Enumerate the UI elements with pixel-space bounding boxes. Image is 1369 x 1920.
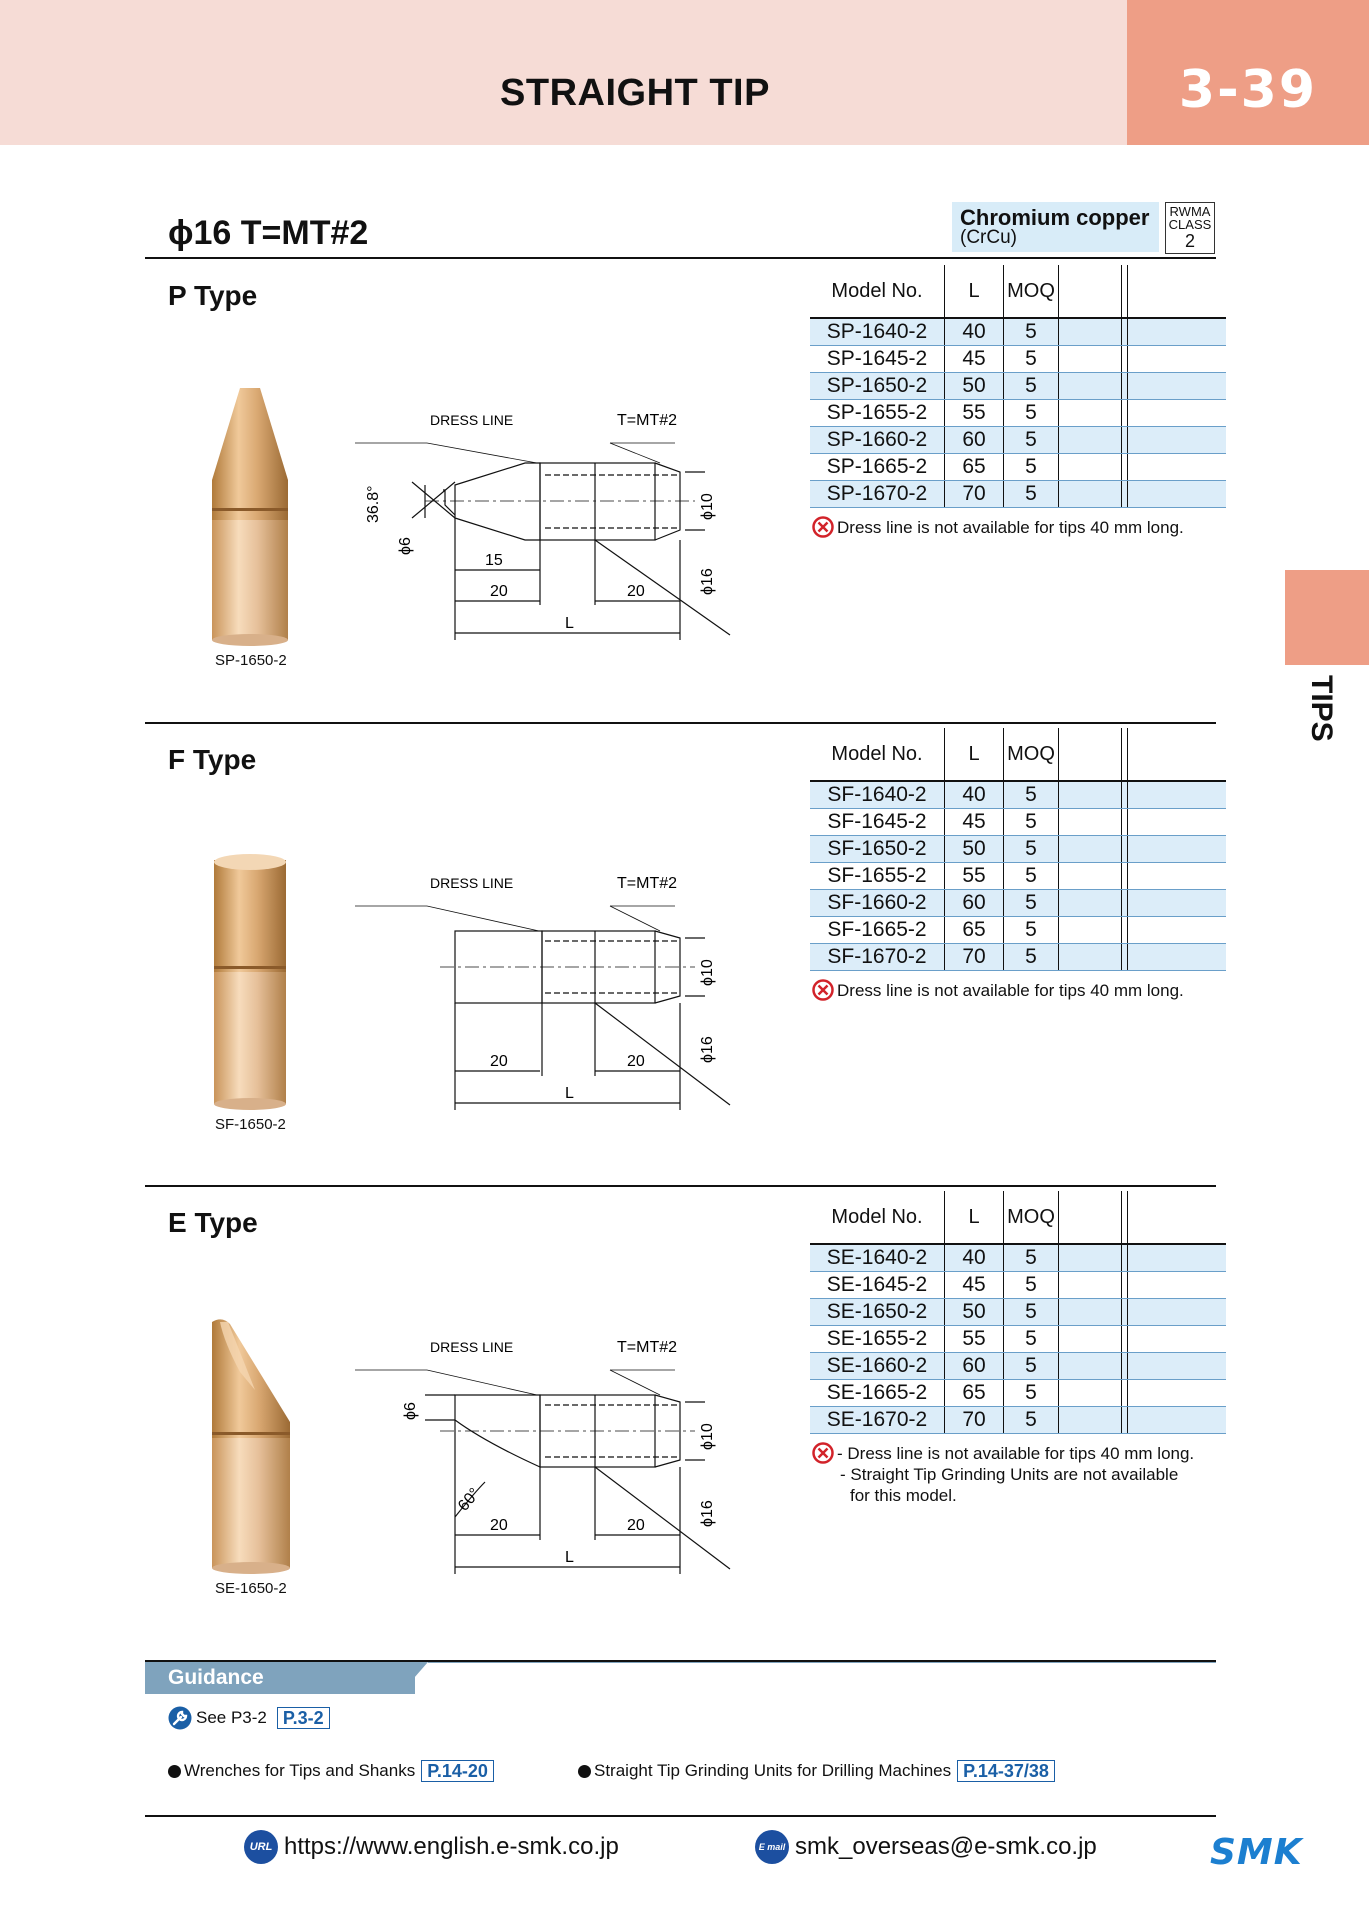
drawing-p-dia-body: ϕ16 <box>699 568 716 595</box>
table-row: SP-1645-2 45 5 <box>810 346 1226 373</box>
footer-url <box>244 1830 619 1864</box>
drawing-e-dressline: DRESS LINE <box>430 1339 514 1355</box>
table-row: SF-1665-2 65 5 <box>810 917 1226 944</box>
table-row: SE-1665-2 65 5 <box>810 1380 1226 1407</box>
table-row: SP-1665-2 65 5 <box>810 454 1226 481</box>
main-heading: ϕ16 T=MT#2 <box>168 214 369 252</box>
drawing-p-dim-20b: 20 <box>627 583 645 600</box>
bullet-icon <box>168 1765 181 1778</box>
footer-email <box>755 1830 1097 1864</box>
drawing-p <box>355 405 775 645</box>
rwma-line1: RWMA <box>1169 204 1211 219</box>
page-ref-link[interactable]: P.14-37/38 <box>957 1760 1055 1782</box>
table-row: SE-1640-2 40 5 <box>810 1244 1226 1272</box>
url-icon: URL <box>244 1830 278 1864</box>
drawing-p-taper: T=MT#2 <box>617 412 678 429</box>
drawing-p-dressline: DRESS LINE <box>430 412 514 428</box>
drawing-p-dia-mid: ϕ10 <box>699 493 716 520</box>
table-row: SF-1670-2 70 5 <box>810 944 1226 971</box>
col-l: L <box>945 265 1004 318</box>
spec-table-f: Model No. L MOQ SF-1640-2 40 5 SF-1645-2 45 5 SF-1650-2 50 5 SF-1655-2 55 5 SF-1660-2 60 5 SF-1665-2 65 5 SF-1670-2 70 5 <box>810 728 1226 971</box>
drawing-f-dim-20a: 20 <box>490 1053 508 1070</box>
drawing-e <box>355 1332 775 1577</box>
table-row: SF-1645-2 45 5 <box>810 809 1226 836</box>
section-rule-e <box>145 1185 1216 1187</box>
drawing-p-dia-tip: ϕ6 <box>397 537 414 555</box>
tip-photo-f <box>200 850 300 1120</box>
see-text: See P3-2 <box>196 1708 267 1727</box>
guidance-link-grinding <box>578 1760 1055 1782</box>
rwma-class-box <box>1165 202 1215 254</box>
section-title-e: E Type <box>168 1207 258 1238</box>
page-ref-link[interactable]: P.14-20 <box>421 1760 494 1782</box>
drawing-e-dim-20b: 20 <box>627 1517 645 1534</box>
drawing-f-dia-body: ϕ16 <box>699 1036 716 1063</box>
guidance-header-cut <box>400 1662 428 1694</box>
drawing-f-dia-mid: ϕ10 <box>699 959 716 986</box>
drawing-e-angle: 60° <box>455 1485 484 1515</box>
drawing-p-dim-15: 15 <box>485 552 503 569</box>
table-row: SP-1650-2 50 5 <box>810 373 1226 400</box>
rwma-class-number: 2 <box>1184 231 1195 251</box>
side-tab-block <box>1285 570 1369 665</box>
col-moq: MOQ <box>1004 265 1059 318</box>
note-e: - Dress line is not available for tips 40 mm long. - Straight Tip Grinding Units are not available for this model. <box>812 1442 1194 1506</box>
section-title-p: P Type <box>168 280 258 311</box>
heading-rule <box>145 257 1216 259</box>
email-icon: E mail <box>755 1830 789 1864</box>
table-row: SF-1660-2 60 5 <box>810 890 1226 917</box>
drawing-e-dia-mid: ϕ10 <box>699 1423 716 1450</box>
bullet-icon <box>578 1765 591 1778</box>
drawing-e-dim-20a: 20 <box>490 1517 508 1534</box>
drawing-e-dim-l: L <box>565 1549 574 1566</box>
page-title: STRAIGHT TIP <box>500 72 770 114</box>
rwma-line2: CLASS <box>1168 217 1212 232</box>
spec-table-p <box>810 265 1226 508</box>
table-row: SE-1670-2 70 5 <box>810 1407 1226 1434</box>
email-link[interactable]: smk_overseas@e-smk.co.jp <box>795 1833 1097 1860</box>
table-row: SE-1645-2 45 5 <box>810 1272 1226 1299</box>
drawing-e-dia-tip: ϕ6 <box>402 1402 419 1420</box>
page-ref-link[interactable]: P.3-2 <box>277 1707 330 1729</box>
drawing-e-dia-body: ϕ16 <box>699 1500 716 1527</box>
note-p: Dress line is not available for tips 40 mm long. <box>812 516 1184 538</box>
not-available-icon <box>812 516 834 538</box>
not-available-icon <box>812 1442 834 1464</box>
material-name: Chromium copper <box>960 205 1150 230</box>
drawing-p-angle: 36.8° <box>365 485 382 523</box>
table-row: SP-1640-2 40 5 <box>810 318 1226 346</box>
table-row: SF-1655-2 55 5 <box>810 863 1226 890</box>
table-row: SE-1660-2 60 5 <box>810 1353 1226 1380</box>
drawing-f-taper: T=MT#2 <box>617 875 678 892</box>
table-row: SF-1640-2 40 5 <box>810 781 1226 809</box>
page-number: 3-39 <box>1178 60 1318 120</box>
link-text: Wrenches for Tips and Shanks <box>184 1761 416 1780</box>
drawing-f <box>355 868 775 1113</box>
website-link[interactable]: https://www.english.e-smk.co.jp <box>284 1833 619 1860</box>
drawing-f-dim-l: L <box>565 1085 574 1102</box>
footer-rule <box>145 1815 1216 1817</box>
table-row: SP-1660-2 60 5 <box>810 427 1226 454</box>
photo-caption-p: SP-1650-2 <box>215 652 287 669</box>
drawing-p-dim-20a: 20 <box>490 583 508 600</box>
guidance-link-wrenches <box>168 1760 494 1782</box>
tip-photo-p <box>200 380 300 660</box>
see-reference <box>168 1706 330 1730</box>
col-model: Model No. <box>810 265 945 318</box>
table-row: SE-1655-2 55 5 <box>810 1326 1226 1353</box>
table-row: SP-1655-2 55 5 <box>810 400 1226 427</box>
drawing-e-taper: T=MT#2 <box>617 1339 678 1356</box>
photo-caption-e: SE-1650-2 <box>215 1580 287 1597</box>
table-row: SE-1650-2 50 5 <box>810 1299 1226 1326</box>
company-logo: SMK <box>1210 1832 1303 1873</box>
side-tab-label: TIPS <box>1305 675 1338 742</box>
photo-caption-f: SF-1650-2 <box>215 1116 286 1133</box>
link-text: Straight Tip Grinding Units for Drilling Machines <box>594 1761 952 1780</box>
not-available-icon <box>812 979 834 1001</box>
drawing-p-dim-l: L <box>565 615 574 632</box>
spec-table-e: Model No. L MOQ SE-1640-2 40 5 SE-1645-2 45 5 SE-1650-2 50 5 SE-1655-2 55 5 SE-1660-2 60 5 SE-1665-2 65 5 SE-1670-2 70 5 <box>810 1191 1226 1434</box>
wrench-icon <box>168 1706 192 1730</box>
drawing-f-dressline: DRESS LINE <box>430 875 514 891</box>
table-row: SP-1670-2 70 5 <box>810 481 1226 508</box>
section-title-f: F Type <box>168 744 257 775</box>
material-sub: (CrCu) <box>960 227 1017 248</box>
section-rule-f <box>145 722 1216 724</box>
guidance-title: Guidance <box>168 1666 264 1689</box>
drawing-f-dim-20b: 20 <box>627 1053 645 1070</box>
note-f: Dress line is not available for tips 40 mm long. <box>812 979 1184 1001</box>
tip-photo-e <box>200 1312 300 1584</box>
table-row: SF-1650-2 50 5 <box>810 836 1226 863</box>
guidance-line <box>428 1662 1216 1663</box>
